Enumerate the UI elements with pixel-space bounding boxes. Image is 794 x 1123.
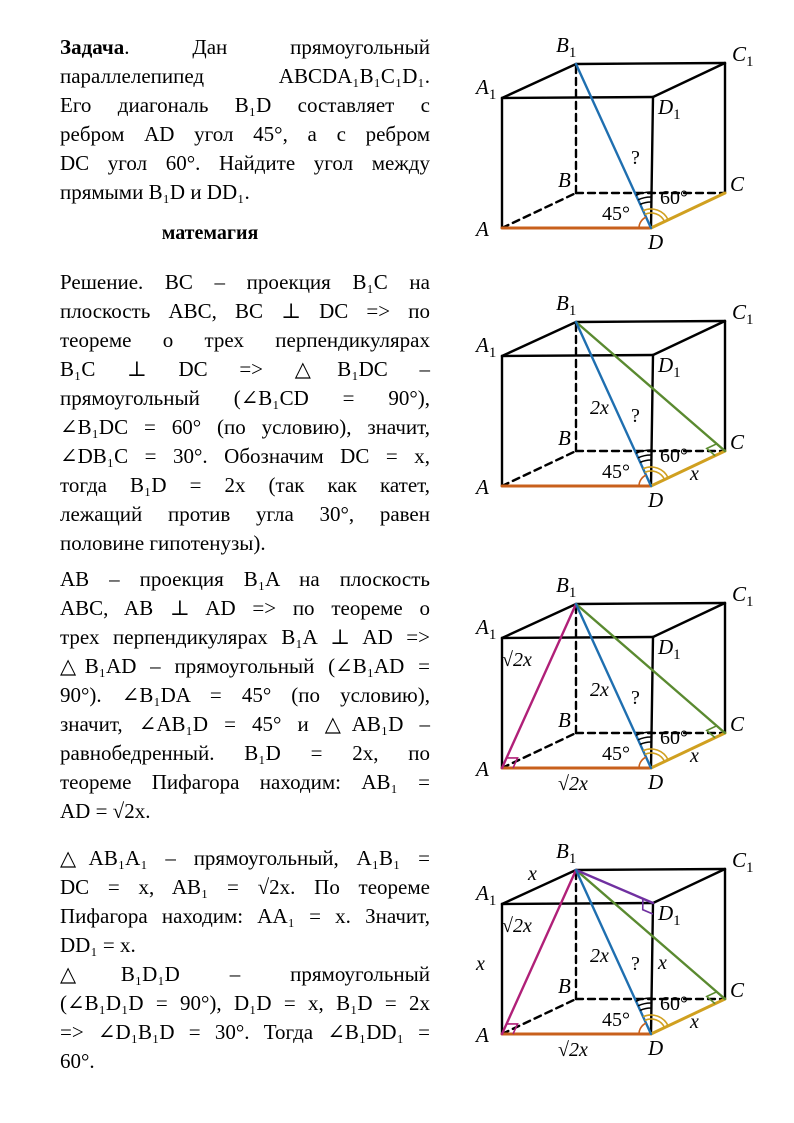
vertex-letter: C [732,582,747,606]
solution-line: теореме о трех перпендикулярах [60,328,430,352]
vertex-label-c [730,712,745,736]
vertex-letter: A [476,615,489,639]
right-angle-mark-c [707,992,717,1004]
edge-d1c1 [653,603,725,637]
angle-arc-unknown-2 [638,737,651,740]
edge-d1c1 [653,321,725,355]
hidden-edge-ab [502,733,576,768]
watermark-heading: матемагия [161,222,259,244]
vertex-subscript: 1 [746,312,754,328]
angle-arc-45 [639,757,646,768]
angle-label-unknown: ? [631,687,640,709]
vertex-subscript: 1 [746,594,754,610]
vertex-letter: D [658,901,674,925]
diagram-3 [460,570,780,815]
solution-line: △B₁D₁D – прямоугольный [60,962,430,986]
vertex-letter: C [730,172,745,196]
angle-arc-45 [639,475,646,486]
angle-label-unknown: ? [631,147,640,169]
vertex-label-b1 [556,839,576,867]
angle-label-unknown: ? [631,405,640,427]
angle-arc-unknown-1 [640,1008,651,1010]
length-label-b1d: 2x [590,679,609,701]
vertex-subscript: 1 [673,913,681,929]
vertex-letter: C [732,300,747,324]
solution-line: AD = √2x. [60,799,151,823]
solution-line: Пифагора находим: AA₁ = x. Значит, [60,904,430,928]
angle-label-60: 60° [660,727,688,749]
problem-line: DC угол 60°. Найдите угол между [60,151,430,175]
vertex-letter: A [476,475,489,499]
vertex-letter: B [556,291,569,315]
vertex-subscript: 1 [488,345,497,361]
solution-line: плоскость ABC, BC ⊥ DC => по [60,299,430,323]
problem-line [60,33,430,62]
edge-a1b1 [502,870,576,904]
length-label-ad: √2x [558,773,588,795]
length-label-b1d: 2x [590,945,609,967]
vertex-letter: A [476,75,489,99]
vertex-letter: D [648,770,664,794]
length-label-dc: x [690,463,699,485]
vertex-label-c1 [732,582,754,610]
vertex-label-b [558,974,571,998]
vertex-letter: B [558,426,571,450]
diagonal-b1c [576,322,725,451]
length-label-a1b1: x [528,863,537,885]
solution-line: DC = x, AB₁ = √2x. По теореме [60,875,430,899]
solution-line: ∠DB₁C = 30°. Обозначим DC = x, [60,444,430,468]
problem-line: параллелепипед ABCDA₁B₁C₁D₁. [60,64,430,88]
right-angle-mark-c [707,726,717,738]
problem-line: Его диагональ B₁D составляет с [60,93,430,117]
angle-label-60: 60° [660,993,688,1015]
vertex-label-c [730,430,745,454]
diagram-1 [460,30,780,275]
problem-line: ребром AD угол 45°, а с ребром [60,122,430,146]
solution-line: 90°). ∠B₁DA = 45° (по условию), [60,683,430,707]
hidden-edge-ab [502,999,576,1034]
problem-statement [60,33,430,207]
vertex-label-d1 [657,901,681,929]
problem-line: прямыми B₁D и DD₁. [60,180,250,204]
angle-arc-unknown-2 [638,455,651,458]
vertex-letter: D [648,488,664,512]
vertex-letter: A [476,217,489,241]
length-label-b1d: 2x [590,397,609,419]
solution-line: △B₁AD – прямоугольный (∠B₁AD = [60,654,430,678]
vertex-letter: C [730,430,745,454]
vertex-letter: B [558,168,571,192]
vertex-letter: C [730,712,745,736]
solution-line: DD₁ = x. [60,933,136,957]
vertex-label-a [474,217,489,241]
length-label-aa1: x [476,953,485,975]
vertex-label-b1 [556,573,576,601]
vertex-letter: B [556,839,569,863]
solution-line: B₁C ⊥ DC => △B₁DC – [60,357,430,381]
vertex-letter: C [732,848,747,872]
solution-step-4 [60,960,430,1076]
diagonal-b1a [502,870,576,1034]
vertex-letter: D [648,230,664,254]
vertex-letter: A [476,1023,489,1047]
vertex-label-b [558,426,571,450]
solution-line: прямоугольный (∠B₁CD = 90°), [60,386,430,410]
diagram-2 [460,288,780,533]
hidden-edge-ab [502,193,576,228]
edge-a1d1 [502,903,653,904]
vertex-letter: B [556,573,569,597]
diagram-4 [460,836,780,1081]
vertex-label-c [730,978,745,1002]
vertex-label-d [647,488,663,512]
vertex-label-c [730,172,745,196]
problem-line-text: . Дан прямоугольный [124,35,430,59]
angle-label-45: 45° [602,1009,630,1031]
vertex-label-c1 [732,848,754,876]
vertex-label-a [474,1023,489,1047]
vertex-letter: B [558,974,571,998]
length-label-ab1: √2x [502,649,532,671]
edge-a1d1 [502,355,653,356]
vertex-subscript: 1 [568,585,577,601]
edge-a1d1 [502,97,653,98]
vertex-letter: A [476,757,489,781]
length-label-dd1: x [658,952,667,974]
angle-label-60: 60° [660,187,688,209]
solution-step-1 [60,268,430,558]
vertex-subscript: 1 [673,365,681,381]
problem-title: Задача [60,35,125,59]
vertex-subscript: 1 [746,860,754,876]
angle-arc-unknown-1 [640,460,651,462]
edge-b1c1 [576,63,725,64]
vertex-label-b [558,168,571,192]
solution-step-3 [60,844,430,960]
solution-line: △AB₁A₁ – прямоугольный, A₁B₁ = [60,846,430,870]
vertex-label-d1 [657,353,681,381]
solution-line: ∠B₁DC = 60° (по условию), значит, [60,415,430,439]
solution-line: лежащий против угла 30°, равен [60,502,430,526]
hidden-edge-ab [502,451,576,486]
solution-line: AB – проекция B₁A на плоскость [60,567,430,591]
angle-arc-unknown-2 [638,1003,651,1006]
vertex-label-b1 [556,291,576,319]
vertex-subscript: 1 [568,851,577,867]
vertex-label-d1 [657,635,681,663]
vertex-label-a [474,757,489,781]
angle-label-unknown: ? [631,953,640,975]
diagonal-b1a [502,604,576,768]
edge-d1c1 [653,869,725,903]
angle-label-60: 60° [660,445,688,467]
length-label-dc: x [690,1011,699,1033]
solution-line: трех перпендикулярах B₁A ⊥ AD => [60,625,430,649]
length-label-ab1: √2x [502,915,532,937]
angle-arc-unknown-1 [640,202,651,204]
vertex-letter: B [558,708,571,732]
vertex-subscript: 1 [673,647,681,663]
vertex-label-c1 [732,42,754,70]
angle-arc-45 [639,217,646,228]
angle-label-45: 45° [602,203,630,225]
angle-label-45: 45° [602,743,630,765]
vertex-letter: D [658,95,674,119]
solution-line: половине гипотенузы). [60,531,266,555]
vertex-subscript: 1 [746,54,754,70]
vertex-label-c1 [732,300,754,328]
solution-line: тогда B₁D = 2x (так как катет, [60,473,430,497]
vertex-subscript: 1 [488,87,497,103]
edge-a1b1 [502,604,576,638]
edge-b1c1 [576,603,725,604]
solution-line: теореме Пифагора находим: AB₁ = [60,770,430,794]
diagonal-b1c [576,870,725,999]
vertex-label-d [647,230,663,254]
solution-line: (∠B₁D₁D = 90°), D₁D = x, B₁D = 2x [60,991,430,1015]
vertex-letter: C [732,42,747,66]
vertex-label-d1 [657,95,681,123]
vertex-subscript: 1 [673,107,681,123]
vertex-letter: A [476,881,489,905]
edge-a1b1 [502,64,576,98]
vertex-subscript: 1 [568,303,577,319]
vertex-subscript: 1 [568,45,577,61]
edge-a1b1 [502,322,576,356]
vertex-letter: D [658,635,674,659]
vertex-subscript: 1 [488,627,497,643]
vertex-label-b [558,708,571,732]
edge-b1c1 [576,869,725,870]
vertex-letter: A [476,333,489,357]
edge-d1c1 [653,63,725,97]
vertex-label-a1 [474,881,496,909]
vertex-label-d [647,770,663,794]
vertex-label-b1 [556,33,576,61]
solution-line: 60°. [60,1049,95,1073]
vertex-letter: C [730,978,745,1002]
length-label-ad: √2x [558,1039,588,1061]
angle-arc-unknown-1 [640,742,651,744]
angle-label-45: 45° [602,461,630,483]
vertex-letter: D [658,353,674,377]
solution-line: Решение. BC – проекция B₁C на [60,270,430,294]
angle-arc-unknown-2 [638,197,651,200]
solution-line: ABC, AB ⊥ AD => по теореме о [60,596,430,620]
solution-step-2 [60,565,430,826]
solution-line: => ∠D₁B₁D = 30°. Тогда ∠B₁DD₁ = [60,1020,430,1044]
solution-line: значит, ∠AB₁D = 45° и △AB₁D – [60,712,430,736]
vertex-label-a1 [474,75,496,103]
edge-a1d1 [502,637,653,638]
vertex-subscript: 1 [488,893,497,909]
angle-arc-45 [639,1023,646,1034]
vertex-letter: B [556,33,569,57]
vertex-letter: D [648,1036,664,1060]
length-label-dc: x [690,745,699,767]
diagonal-b1c [576,604,725,733]
solution-line: равнобедренный. B₁D = 2x, по [60,741,430,765]
edge-b1c1 [576,321,725,322]
vertex-label-a [474,475,489,499]
vertex-label-d [647,1036,663,1060]
right-angle-mark-c [707,444,717,456]
vertex-label-a1 [474,615,496,643]
vertex-label-a1 [474,333,496,361]
